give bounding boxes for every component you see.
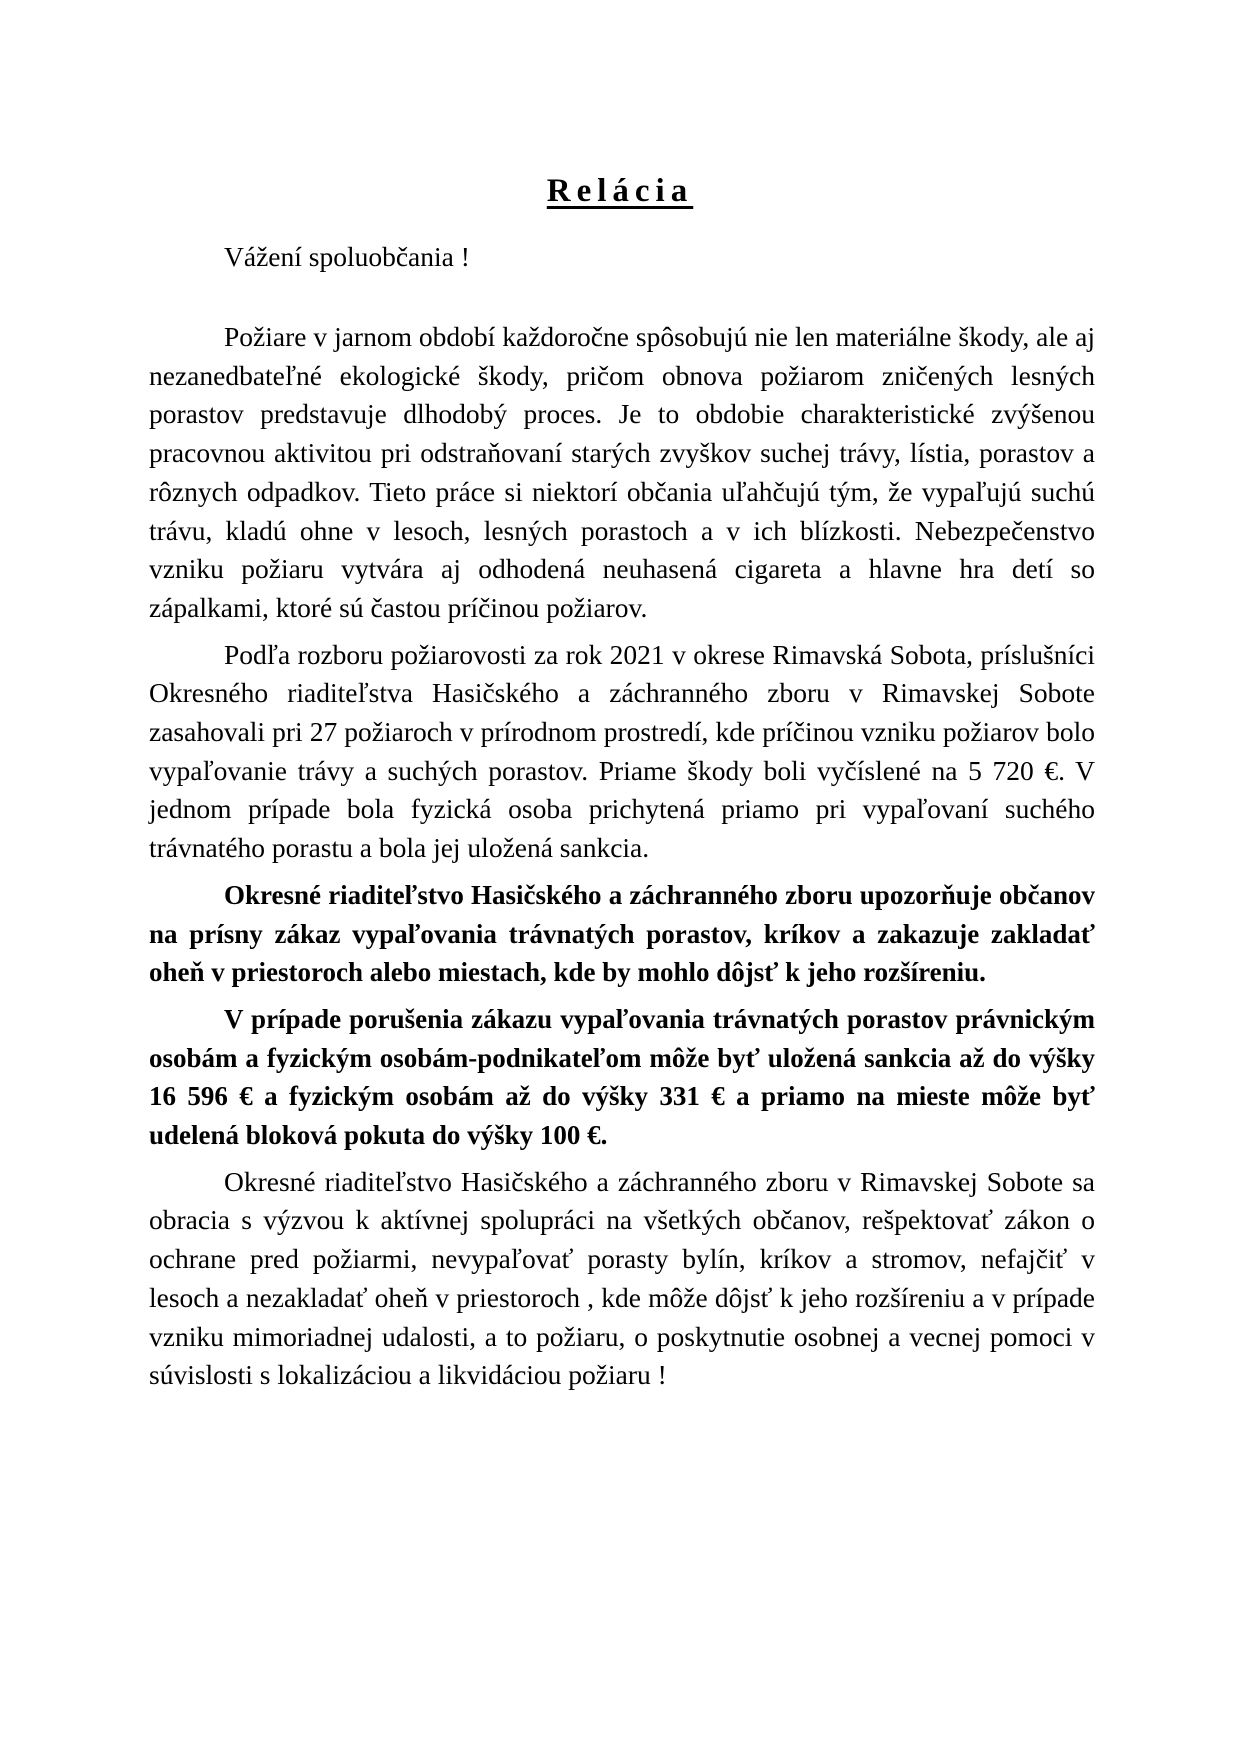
salutation: Vážení spoluobčania ! [224,241,470,272]
paragraph-fire-statistics: Podľa rozboru požiarovosti za rok 2021 v okrese Rimavská Sobota, príslušníci Okresného riaditeľstva Hasičského a záchranného zboru v Rimavskej Sobote zasahovali pri 27 požiaroch v prírodnom prostredí, kde príčinou vzniku požiarov bolo vypaľovanie trávy a suchých porastov. Priame škody boli vyčíslené na 5 720 €. V jednom prípade bola fyzická osoba prichytená priamo pri vypaľovaní suchého trávnatého porastu a bola jej uložená sankcia. [149,638,1095,864]
paragraph-appeal: Okresné riaditeľstvo Hasičského a záchranného zboru v Rimavskej Sobote sa obracia s výzvou k aktívnej spolupráci na všetkých občanov, rešpektovať zákon o ochrane pred požiarmi, nevypaľovať porasty bylín, kríkov a stromov, nefajčiť v lesoch a nezakladať oheň v priestoroch , kde môže dôjsť k jeho rozšíreniu a v prípade vzniku mimoriadnej udalosti, a to požiaru, o poskytnutie osobnej a vecnej pomoci v súvislosti s lokalizáciou a likvidáciou požiaru ! [149,1165,1095,1391]
document-body [149,318,1095,1403]
paragraph-sanctions: V prípade porušenia zákazu vypaľovania trávnatých porastov právnickým osobám a fyzickým osobám-podnikateľom môže byť uložená sankcia až do výšky 16 596 € a fyzickým osobám až do výšky 331 € a priamo na mieste môže byť udelená bloková pokuta do výšky 100 €. [149,1003,1095,1151]
document-title: Relácia [546,173,694,209]
paragraph-spring-fires: Požiare v jarnom období každoročne spôsobujú nie len materiálne škody, ale aj nezanedbateľné ekologické škody, pričom obnova požiarom zničených lesných porastov predstavuje dlhodobý proces. Je to obdobie charakteristické zvýšenou pracovnou aktivitou pri odstraňovaní starých zvyškov suchej trávy, lístia, porastov a rôznych odpadkov. Tieto práce si niektorí občania uľahčujú tým, že vypaľujú suchú trávu, kladú ohne v lesoch, lesných porastoch a v ich blízkosti. Nebezpečenstvo vzniku požiaru vytvára aj odhodená neuhasená cigareta a hlavne hra detí so zápalkami, ktoré sú častou príčinou požiarov. [149,321,1095,623]
paragraph-burning-ban-warning: Okresné riaditeľstvo Hasičského a záchranného zboru upozorňuje občanov na prísny zákaz vypaľovania trávnatých porastov, kríkov a zakazuje zakladať oheň v priestoroch alebo miestach, kde by mohlo dôjsť k jeho rozšíreniu. [149,879,1095,988]
